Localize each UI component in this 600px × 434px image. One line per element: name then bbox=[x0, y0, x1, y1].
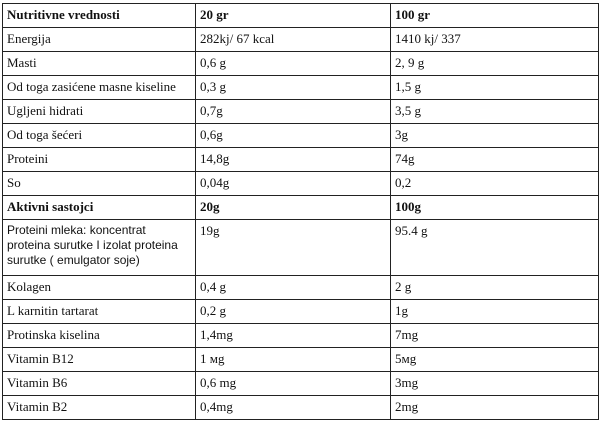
value-20g-cell: 14,8g bbox=[196, 148, 391, 172]
value-100g-cell: 1,5 g bbox=[391, 76, 599, 100]
nutrition-table bbox=[2, 3, 599, 420]
nutrient-name-cell: Kolagen bbox=[3, 276, 196, 300]
nutrient-name-cell: Aktivni sastojci bbox=[3, 196, 196, 220]
value-20g-cell: 19g bbox=[196, 220, 391, 276]
nutrient-name-cell: Ugljeni hidrati bbox=[3, 100, 196, 124]
value-100g-cell: 3g bbox=[391, 124, 599, 148]
value-20g-cell: 0,3 g bbox=[196, 76, 391, 100]
nutrient-name-cell: Vitamin B2 bbox=[3, 396, 196, 420]
value-100g-cell: 100 gr bbox=[391, 4, 599, 28]
nutrient-name-cell: Masti bbox=[3, 52, 196, 76]
table-row bbox=[3, 348, 599, 372]
value-20g-cell: 0,6g bbox=[196, 124, 391, 148]
table-header-row bbox=[3, 4, 599, 28]
nutrition-table-body bbox=[3, 4, 599, 420]
value-100g-cell: 3mg bbox=[391, 372, 599, 396]
nutrient-name-cell: Od toga šećeri bbox=[3, 124, 196, 148]
table-row bbox=[3, 300, 599, 324]
table-row bbox=[3, 324, 599, 348]
value-20g-cell: 0,4 g bbox=[196, 276, 391, 300]
value-20g-cell: 20 gr bbox=[196, 4, 391, 28]
value-100g-cell: 1410 kj/ 337 bbox=[391, 28, 599, 52]
table-row bbox=[3, 372, 599, 396]
value-20g-cell: 0,6 mg bbox=[196, 372, 391, 396]
nutrient-name-cell: Vitamin B6 bbox=[3, 372, 196, 396]
value-100g-cell: 74g bbox=[391, 148, 599, 172]
value-20g-cell: 0,04g bbox=[196, 172, 391, 196]
nutrient-name-cell: L karnitin tartarat bbox=[3, 300, 196, 324]
table-row bbox=[3, 220, 599, 276]
value-100g-cell: 5мg bbox=[391, 348, 599, 372]
value-20g-cell: 20g bbox=[196, 196, 391, 220]
nutrient-name-cell: Energija bbox=[3, 28, 196, 52]
value-100g-cell: 95.4 g bbox=[391, 220, 599, 276]
table-row bbox=[3, 52, 599, 76]
value-20g-cell: 0,7g bbox=[196, 100, 391, 124]
value-20g-cell: 1,4mg bbox=[196, 324, 391, 348]
value-20g-cell: 1 мg bbox=[196, 348, 391, 372]
value-20g-cell: 282kj/ 67 kcal bbox=[196, 28, 391, 52]
nutrient-name-cell: Protinska kiselina bbox=[3, 324, 196, 348]
nutrient-name-cell: Od toga zasićene masne kiseline bbox=[3, 76, 196, 100]
nutrient-name-cell: Vitamin B12 bbox=[3, 348, 196, 372]
nutrient-name-cell: Nutritivne vrednosti bbox=[3, 4, 196, 28]
table-row bbox=[3, 76, 599, 100]
value-100g-cell: 2, 9 g bbox=[391, 52, 599, 76]
value-100g-cell: 2 g bbox=[391, 276, 599, 300]
value-100g-cell: 3,5 g bbox=[391, 100, 599, 124]
table-row bbox=[3, 148, 599, 172]
table-row bbox=[3, 276, 599, 300]
value-100g-cell: 1g bbox=[391, 300, 599, 324]
value-100g-cell: 7mg bbox=[391, 324, 599, 348]
nutrient-name-cell: Proteini bbox=[3, 148, 196, 172]
table-row bbox=[3, 396, 599, 420]
nutrient-name-cell: Proteini mleka: koncentrat proteina surutke I izolat proteina surutke ( emulgator soje) bbox=[3, 220, 196, 276]
table-header-row bbox=[3, 196, 599, 220]
value-100g-cell: 100g bbox=[391, 196, 599, 220]
value-100g-cell: 2mg bbox=[391, 396, 599, 420]
table-row bbox=[3, 124, 599, 148]
table-row bbox=[3, 28, 599, 52]
value-20g-cell: 0,6 g bbox=[196, 52, 391, 76]
value-20g-cell: 0,4mg bbox=[196, 396, 391, 420]
value-100g-cell: 0,2 bbox=[391, 172, 599, 196]
nutrient-name-cell: So bbox=[3, 172, 196, 196]
value-20g-cell: 0,2 g bbox=[196, 300, 391, 324]
table-row bbox=[3, 172, 599, 196]
table-row bbox=[3, 100, 599, 124]
